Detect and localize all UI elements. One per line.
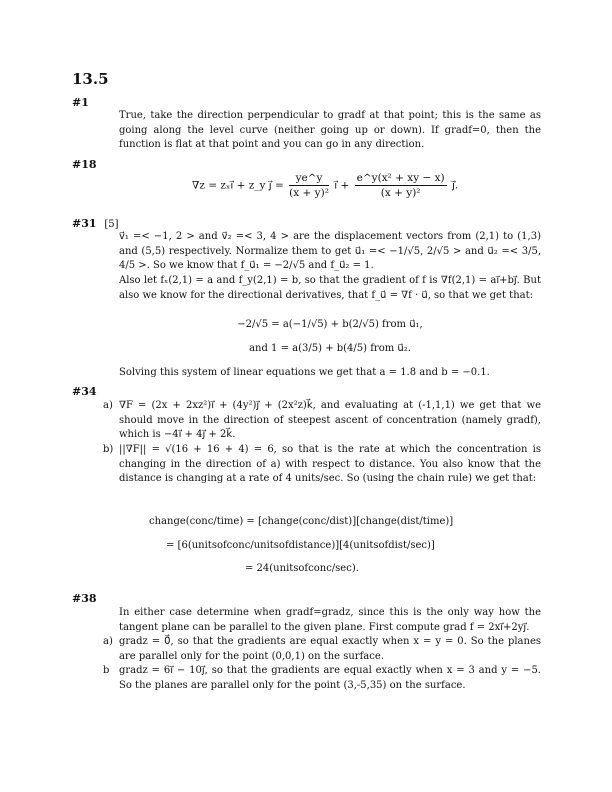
eq18-frac1-denominator: (x + y)²: [289, 187, 329, 199]
part-b-label: b: [103, 665, 110, 676]
problem-31-equation-2: and 1 = a(3/5) + b(4/5) from u⃗₂.: [249, 343, 411, 354]
part-a-text: gradz = 0⃗, so that the gradients are equal exactly when x = y = 0. So the planes are parallel only for the point (0,0,1) on the surface.: [119, 636, 541, 662]
problem-18-equation: [192, 172, 458, 199]
part-a-label: a): [103, 400, 113, 411]
part-a-text: ∇F = (2x + 2xz²)i⃗ + (4y²)j⃗ + (2x²z)k⃗, and evaluating at (-1,1,1) we get that we should move in the direction of steepest ascent of concentration (namely gradf), which is −4i⃗ + 4j⃗ + 2k⃗.: [119, 400, 541, 440]
eq18-mid: i⃗ +: [334, 179, 350, 192]
eq18-frac2-denominator: (x + y)²: [380, 187, 421, 199]
problem-31-number: #31: [72, 217, 97, 230]
problem-31-text-3: Solving this system of linear equations we get that a = 1.8 and b = −0.1.: [119, 367, 490, 378]
problem-1-text: True, take the direction perpendicular to gradf at that point; this is the same as going along the level curve (neither going up or down). If gradf=0, then the function is flat at that point and you can go in any direction.: [119, 110, 541, 150]
problem-31-text-2: Also let fₓ(2,1) = a and f_y(2,1) = b, so that the gradient of f is ∇f(2,1) = ai⃗+bj⃗. But also we know for the directional derivatives, that f_u⃗ = ∇f · u⃗, so that we get that:: [119, 275, 541, 301]
eq18-tail: j⃗.: [452, 179, 459, 192]
problem-34-equation-3: = 24(unitsofconc/sec).: [245, 563, 359, 574]
problem-34-label: #34: [72, 385, 97, 398]
eq18-frac2-numerator: e^y(x² + xy − x): [356, 172, 445, 184]
problem-34-equation-1: change(conc/time) = [change(conc/dist)][change(dist/time)]: [149, 516, 454, 527]
section-title: 13.5: [72, 70, 109, 88]
problem-38-label: #38: [72, 592, 97, 605]
part-b-text: ||∇F|| = √(16 + 16 + 4) = 6, so that is the rate at which the concentration is changing in the direction of a) with respect to distance. You also know that the distance is changing at a rate of 4 units/sec. So (using the chain rule) we get that:: [119, 444, 541, 484]
problem-31-equation-1: −2/√5 = a(−1/√5) + b(2/√5) from u⃗₁,: [237, 319, 423, 330]
problem-1-label: #1: [72, 96, 89, 109]
problem-31-tag: [5]: [104, 219, 119, 230]
eq18-frac1-numerator: ye^y: [289, 172, 329, 186]
problem-34-equation-2: = [6(unitsofconc/unitsofdistance)][4(unitsofdist/sec)]: [166, 540, 435, 551]
eq18-fraction-1: [289, 172, 329, 199]
problem-38-intro: In either case determine when gradf=gradz, since this is the only way how the tangent plane can be parallel to the given plane. First compute grad f = 2xi⃗+2yj⃗.: [119, 607, 541, 633]
problem-31-label: [72, 217, 119, 230]
part-b-text: gradz = 6i⃗ − 10j⃗, so that the gradients are equal exactly when x = 3 and y = −5. So the planes are parallel only for the point (3,-5,35) on the surface.: [119, 665, 541, 691]
eq18-lhs: ∇z = zₓi⃗ + z_y j⃗ =: [192, 179, 284, 192]
problem-31-text-1: v⃗₁ =< −1, 2 > and v⃗₂ =< 3, 4 > are the displacement vectors from (2,1) to (1,3) and (5,5) respectively. Normalize them to get u⃗₁ =< −1/√5, 2/√5 > and u⃗₂ =< 3/5, 4/5 >. So we know that f_u⃗₁ = −2/√5 and f_u⃗₂ = 1.: [119, 231, 541, 271]
eq18-fraction-2: [355, 172, 447, 199]
part-a-label: a): [103, 636, 113, 647]
part-b-label: b): [103, 444, 114, 455]
problem-18-label: #18: [72, 158, 97, 171]
